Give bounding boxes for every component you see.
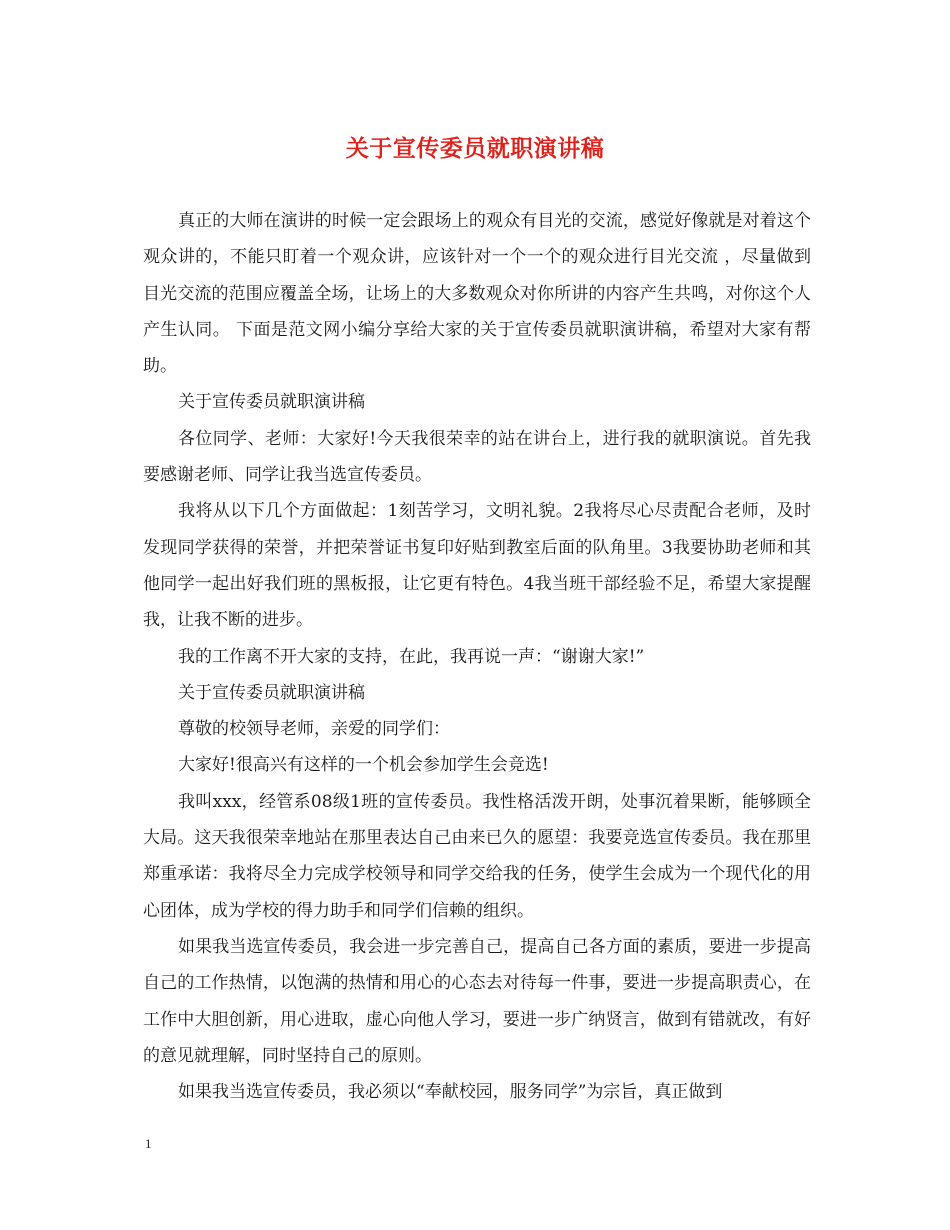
paragraph-salutation: 尊敬的校领导老师，亲爱的同学们： bbox=[178, 719, 450, 740]
document-title: 关于宣传委员就职演讲稿 bbox=[345, 135, 605, 162]
paragraph-subtitle-1: 关于宣传委员就职演讲稿 bbox=[178, 392, 365, 413]
paragraph-greeting-2: 大家好!很高兴有这样的一个机会参加学生会竞选! bbox=[178, 755, 549, 776]
paragraph-subtitle-2: 关于宣传委员就职演讲稿 bbox=[178, 682, 365, 703]
paragraph-thanks: 我的工作离不开大家的支持，在此，我再说一声：“谢谢大家!” bbox=[178, 646, 645, 667]
paragraph-self-intro: 我叫xxx，经管系08级1班的宣传委员。我性格活泼开朗，处事沉着果断，能够顾全大局。这天我很荣幸地站在那里表达自己由来已久的愿望：我要竞选宣传委员。我在那里郑重承诺：我将尽全力完成学校领导和同学交给我的任务，使学生会成为一个现代化的用心团体，成为学校的得力助手和同学们信赖的组织。 bbox=[143, 791, 811, 921]
paragraph-plan: 我将从以下几个方面做起：1刻苦学习，文明礼貌。2我将尽心尽责配合老师，及时发现同学获得的荣誉，并把荣誉证书复印好贴到教室后面的队角里。3我要协助老师和其他同学一起出好我们班的黑板报，让它更有特色。4我当班干部经验不足，希望大家提醒我，让我不断的进步。 bbox=[143, 501, 811, 631]
paragraph-greeting-1: 各位同学、老师：大家好!今天我很荣幸的站在讲台上，进行我的就职演说。首先我要感谢老师、同学让我当选宣传委员。 bbox=[143, 428, 811, 486]
paragraph-intro: 真正的大师在演讲的时候一定会跟场上的观众有目光的交流，感觉好像就是对着这个观众讲的，不能只盯着一个观众讲，应该针对一个一个的观众进行目光交流 ，尽量做到目光交流的范围应覆盖全场，让场上的大多数观众对你所讲的内容产生共鸣，对你这个人产生认同。 下面是范文网小编分享给大家的关于宣传委员就职演讲稿，希望对大家有帮助。 bbox=[143, 211, 811, 377]
document-body bbox=[143, 203, 811, 1110]
paragraph-commitment: 如果我当选宣传委员，我会进一步完善自己，提高自己各方面的素质，要进一步提高自己的工作热情，以饱满的热情和用心的心态去对待每一件事，要进一步提高职责心，在工作中大胆创新，用心进取，虚心向他人学习，要进一步广纳贤言，做到有错就改，有好的意见就理解，同时坚持自己的原则。 bbox=[143, 936, 811, 1066]
paragraph-purpose: 如果我当选宣传委员，我必须以“奉献校园，服务同学”为宗旨，真正做到 bbox=[178, 1082, 723, 1103]
page-number: 1 bbox=[145, 1136, 152, 1151]
